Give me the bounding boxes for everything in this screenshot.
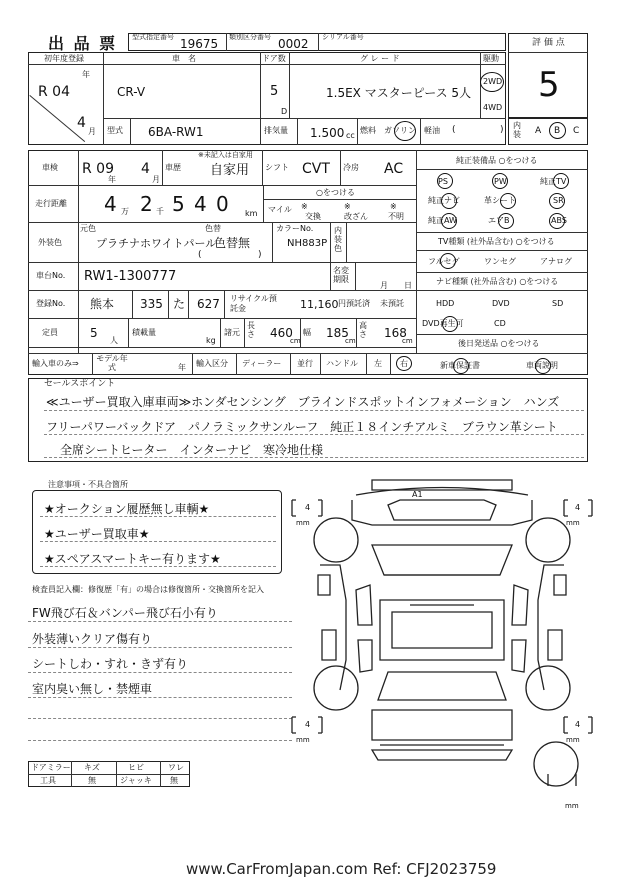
later-header: 後日発送品 ○をつける	[458, 339, 540, 348]
tread-fl-value: 4	[305, 503, 311, 512]
displacement-label: 排気量	[264, 126, 288, 135]
note-3: ★スペアスマートキー有ります★	[44, 552, 221, 566]
inspector-label: 検査員記入欄：修復歴「有」の場合は修復箇所・交換箇所を記入	[32, 585, 264, 594]
capacity-value: 5	[90, 326, 98, 340]
tread-rr-unit: mm	[566, 736, 580, 744]
later-warranty: 新車保証書	[440, 361, 480, 370]
handle-label: ハンドル	[326, 359, 358, 368]
nav-cd: CD	[494, 319, 506, 328]
import-dealer: ディーラー	[242, 359, 282, 368]
tv-fullseg: フルセグ	[428, 257, 460, 266]
inspection-year: R 09	[82, 161, 114, 177]
model-designation-value: 19675	[180, 37, 219, 51]
plate-region: 熊本	[90, 297, 115, 311]
type-value: 6BA-RW1	[148, 125, 204, 139]
name-change-label: 名変期限	[333, 266, 349, 284]
watermark: www.CarFromJapan.com Ref: CFJ2023759	[186, 860, 497, 878]
tread-rr-value: 4	[575, 720, 581, 729]
length-value: 460	[270, 326, 293, 340]
inspector-note-4: 室内臭い無し・禁煙車	[32, 682, 153, 696]
tread-fl-unit: mm	[296, 519, 310, 527]
legend-header-crack: ヒビ	[128, 763, 144, 772]
sales-line-2: フリーパワーバックドア パノラミックサンルーフ 純正１８インチアルミ ブラウン革シート	[46, 420, 558, 434]
category-label: 類別区分番号	[229, 33, 271, 41]
tv-analog: アナログ	[540, 257, 572, 266]
tire-rear-left	[314, 666, 358, 710]
legend-header-scratch: キズ	[84, 763, 100, 772]
nav-dvd-play: DVD再生可	[422, 319, 464, 328]
nav-sd: SD	[552, 299, 564, 308]
inspection-label: 車検	[42, 163, 58, 172]
recycle-status: 円預託済	[338, 299, 370, 308]
plate-number: 627	[197, 297, 220, 311]
equip-airbag: エアB	[488, 216, 510, 225]
door-label: ドア数	[262, 54, 286, 63]
nav-hdd: HDD	[436, 299, 455, 308]
equip-genuine-aw: 純正AW	[428, 216, 457, 225]
legend-value-2: 無	[170, 776, 178, 785]
color-no-label: カラーNo.	[276, 224, 314, 233]
fuel-label: 燃料	[360, 126, 376, 135]
paint-label: 色替	[205, 224, 221, 233]
equip-abs: ABS	[551, 216, 567, 225]
shift-label: シフト	[265, 163, 289, 172]
handle-left: 左	[374, 359, 382, 368]
tv-oneseg: ワンセグ	[484, 257, 516, 266]
genuine-header: 純正装備品 ○をつける	[456, 156, 538, 165]
reg-no-label: 登録No.	[36, 299, 66, 308]
color-label: 外装色	[38, 238, 62, 247]
import-type-label: 輸入区分	[196, 359, 228, 368]
legend-value-jack: ジャッキ	[120, 776, 152, 785]
legend-value-tools: 工具	[40, 776, 56, 785]
repaint-value: 色替無	[214, 236, 251, 250]
category-value: 0002	[278, 37, 309, 51]
mile-label: マイル	[268, 205, 292, 214]
mileage-digit-5: 0	[216, 192, 229, 216]
type-label: 型式	[107, 126, 123, 135]
mile-tampered: 改ざん	[344, 212, 368, 221]
import-label: 輸入車のみ⇒	[32, 359, 79, 368]
year-unit: 年	[82, 70, 90, 79]
equip-ps: PS	[438, 177, 448, 186]
grade-value: 1.5EX マスターピース 5人	[326, 86, 472, 100]
nav-dvd: DVD	[492, 299, 510, 308]
sales-line-3: 全席シートヒーター インターナビ 寒冷地仕様	[60, 443, 324, 457]
grade-label: グ レ ー ド	[360, 54, 400, 63]
legend-header-mirror: ドアミラー	[31, 763, 71, 772]
equip-pw: PW	[494, 177, 507, 186]
spare-tire	[534, 742, 578, 786]
tire-rear-right	[526, 666, 570, 710]
history-note: ※未記入は自家用	[198, 151, 253, 159]
equip-leather-seat: 革シート	[484, 196, 516, 205]
inspector-note-1: FW飛び石＆バンパー飛び石小有り	[32, 606, 218, 620]
original-color-label: 元色	[80, 224, 96, 233]
tread-fr-value: 4	[575, 503, 581, 512]
tread-rl-unit: mm	[296, 736, 310, 744]
equip-genuine-tv: 純正TV	[540, 177, 567, 186]
interior-label: 内装	[513, 121, 521, 139]
mileage-label: 走行距離	[35, 199, 67, 208]
color-no-value: NH883P	[287, 238, 328, 249]
month-unit: 月	[88, 127, 96, 136]
first-reg-year: R 04	[38, 84, 70, 100]
chassis-value: RW1-1300777	[84, 269, 177, 284]
inspection-month: 4	[141, 161, 150, 177]
sheet-title: 出 品 票	[48, 34, 118, 53]
mileage-digit-2: 2	[140, 192, 153, 216]
drive-4wd: 4WD	[483, 103, 503, 112]
import-parallel: 並行	[297, 359, 313, 368]
equip-genuine-navi: 純正ナビ	[428, 196, 460, 205]
legend-value-1: 無	[88, 776, 96, 785]
drive-2wd: 2WD	[483, 77, 503, 86]
shift-value: CVT	[302, 161, 330, 177]
height-label: 高さ	[359, 321, 367, 339]
notes-label: 注意事項・不具合箇所	[48, 480, 128, 489]
interior-color-label: 内装色	[334, 226, 342, 253]
mile-unknown: 不明	[388, 212, 404, 221]
model-designation-label: 型式指定番号	[132, 33, 174, 41]
drive-label: 駆動	[483, 54, 499, 63]
spare-unit: mm	[565, 802, 579, 810]
diagram-mark-a1: A1	[412, 490, 423, 499]
note-1: ★オークション履歴無し車輌★	[44, 502, 210, 516]
score-label: 評 価 点	[532, 38, 565, 48]
interior-grade-a: A	[535, 126, 542, 136]
car-name-label: 車 名	[172, 54, 196, 63]
recycle-fee: 11,160	[300, 298, 339, 311]
equip-sr: SR	[553, 196, 564, 205]
height-value: 168	[384, 326, 407, 340]
dims-label: 諸元	[224, 328, 240, 337]
door-suffix: D	[281, 107, 288, 116]
mile-exchange: 交換	[305, 212, 321, 221]
tire-front-right	[526, 518, 570, 562]
first-reg-label: 初年度登録	[44, 54, 84, 63]
mileage-digit-4: 4	[194, 192, 207, 216]
first-reg-month: 4	[77, 115, 86, 131]
original-color: プラチナホワイトパール	[96, 237, 217, 250]
plate-class: 335	[140, 297, 163, 311]
displacement-value: 1.500	[310, 126, 345, 140]
serial-label: シリアル番号	[322, 33, 364, 41]
note-2: ★ユーザー買取車★	[44, 527, 150, 541]
sales-label: セールスポイント	[44, 379, 116, 389]
inspector-note-2: 外装薄いクリア傷有り	[32, 632, 153, 646]
tread-rl-value: 4	[305, 720, 311, 729]
recycle-label: リサイクル預託金	[230, 294, 277, 313]
fuel-light-oil: 軽油	[424, 126, 440, 135]
mileage-digit-3: 5	[172, 192, 185, 216]
mile-circle-hint: ○をつける	[316, 188, 355, 197]
width-label: 幅	[303, 328, 311, 337]
aircon-value: AC	[384, 161, 404, 177]
door-count: 5	[270, 84, 279, 99]
mileage-digit-1: 4	[104, 192, 117, 216]
load-label: 積載量	[132, 328, 156, 337]
sales-line-1: ≪ユーザー買取入庫車両≫ホンダセンシング ブラインドスポットインフォメーション ハンズ	[46, 395, 560, 409]
recycle-unpaid: 未預託	[380, 299, 404, 308]
history-label: 車歴	[165, 163, 181, 172]
width-value: 185	[326, 326, 349, 340]
capacity-label: 定員	[42, 328, 58, 337]
later-manual: 車両説明	[526, 361, 558, 370]
displacement-unit: cc	[346, 131, 355, 140]
model-year-label: モデル年式	[96, 354, 128, 372]
tv-header: TV種類 (社外品含む) ○をつける	[438, 237, 555, 246]
plate-kana: た	[173, 297, 186, 311]
tread-fr-unit: mm	[566, 519, 580, 527]
score-value: 5	[538, 65, 560, 105]
legend-header-break: ワレ	[168, 763, 184, 772]
length-label: 長さ	[247, 321, 255, 339]
car-name: CR-V	[117, 85, 146, 99]
tire-front-left	[314, 518, 358, 562]
chassis-label: 車台No.	[36, 271, 66, 280]
handle-right: 右	[400, 359, 408, 368]
aircon-label: 冷房	[343, 163, 359, 172]
nav-header: ナビ種類 (社外品含む) ○をつける	[436, 277, 559, 286]
interior-grade-b: B	[554, 126, 561, 136]
fuel-gasoline: ガソリン	[384, 126, 416, 135]
history-value: 自家用	[210, 163, 250, 178]
inspector-note-3: シートしわ・すれ・きず有り	[32, 657, 189, 671]
interior-grade-c: C	[573, 126, 580, 136]
